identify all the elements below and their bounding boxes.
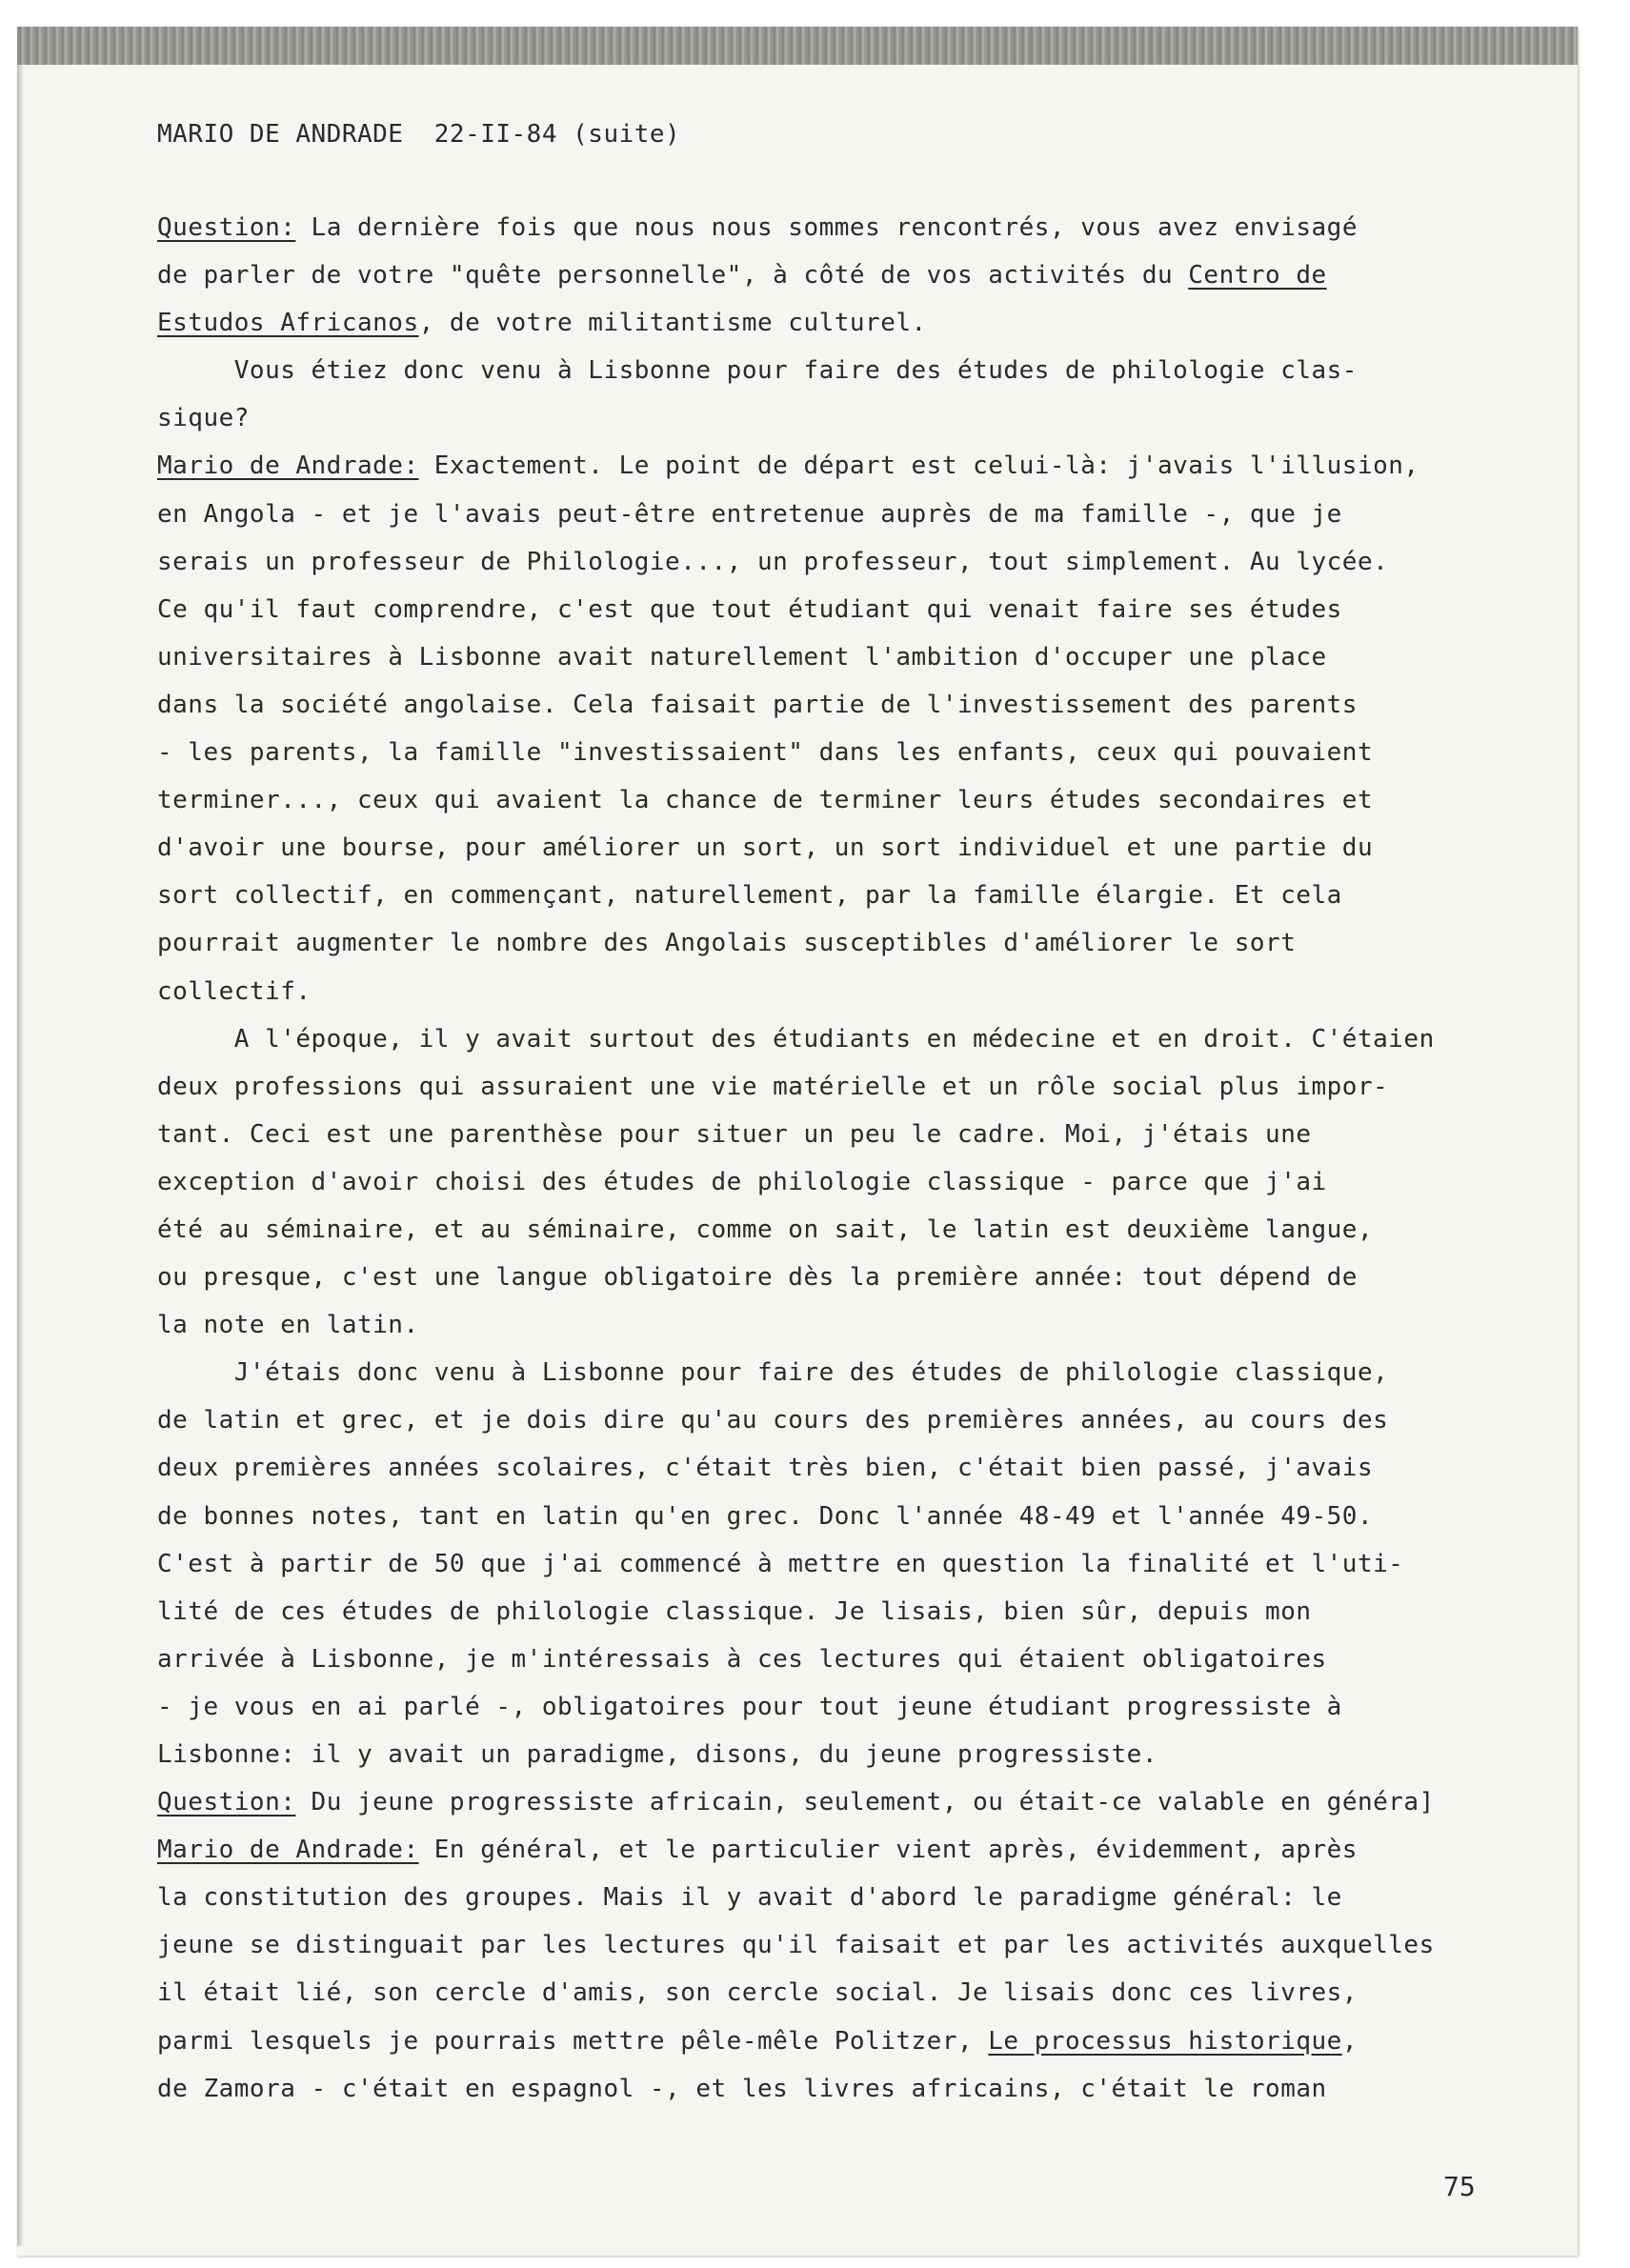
text-line bbox=[157, 491, 1548, 538]
text-segment: deux premières années scolaires, c'était très bien, c'était bien passé, j'avais bbox=[157, 1454, 1374, 1483]
text-line bbox=[157, 1396, 1548, 1444]
text-segment: La dernière fois que nous nous sommes rencontrés, vous avez envisagé bbox=[295, 213, 1358, 242]
text-segment: tant. Ceci est une parenthèse pour situer un peu le cadre. Moi, j'étais une bbox=[157, 1119, 1312, 1149]
text-line bbox=[157, 968, 1548, 1015]
underlined-text: Centro de bbox=[1188, 261, 1327, 291]
text-segment: , de votre militantisme culturel. bbox=[418, 309, 927, 338]
text-line bbox=[157, 1349, 1548, 1396]
page-header: MARIO DE ANDRADE 22-II-84 (suite) bbox=[157, 120, 681, 149]
text-segment: Du jeune progressiste africain, seulement, ou était-ce valable en généra] bbox=[295, 1788, 1435, 1817]
text-line bbox=[157, 824, 1548, 872]
text-line bbox=[157, 2065, 1548, 2113]
text-line bbox=[157, 394, 1548, 442]
text-line bbox=[157, 1254, 1548, 1301]
text-line bbox=[157, 347, 1548, 394]
text-segment: - les parents, la famille "investissaient" dans les enfants, ceux qui pouvaient bbox=[157, 738, 1374, 768]
text-line bbox=[157, 299, 1548, 347]
underlined-text: Question: bbox=[157, 213, 296, 242]
text-line bbox=[157, 1206, 1548, 1254]
text-line bbox=[157, 919, 1548, 967]
text-segment: , bbox=[1341, 2026, 1358, 2056]
text-segment: sique? bbox=[157, 404, 250, 433]
text-segment: de Zamora - c'était en espagnol -, et les livres africains, c'était le roman bbox=[157, 2074, 1327, 2103]
text-segment: jeune se distinguait par les lectures qu'il faisait et par les activités auxquelles bbox=[157, 1931, 1435, 1960]
text-line bbox=[157, 1111, 1548, 1158]
text-segment: de latin et grec, et je dois dire qu'au cours des premières années, au cours des bbox=[157, 1406, 1389, 1435]
text-line bbox=[157, 1063, 1548, 1111]
text-line bbox=[157, 204, 1548, 251]
text-segment: en Angola - et je l'avais peut-être entretenue auprès de ma famille -, que je bbox=[157, 499, 1342, 529]
text-line bbox=[157, 251, 1548, 299]
text-line bbox=[157, 1826, 1548, 1874]
text-segment: deux professions qui assuraient une vie matérielle et un rôle social plus impor- bbox=[157, 1072, 1389, 1101]
text-segment: il était lié, son cercle d'amis, son cercle social. Je lisais donc ces livres, bbox=[157, 1978, 1358, 2008]
text-line bbox=[157, 2017, 1548, 2065]
text-segment: lité de ces études de philologie classique. Je lisais, bien sûr, depuis mon bbox=[157, 1596, 1312, 1626]
page-number: 75 bbox=[1443, 2171, 1476, 2202]
text-segment: la constitution des groupes. Mais il y avait d'abord le paradigme général: le bbox=[157, 1883, 1342, 1913]
text-line bbox=[157, 1540, 1548, 1588]
underlined-text: Question: bbox=[157, 1788, 296, 1817]
text-line bbox=[157, 1493, 1548, 1540]
text-segment: C'est à partir de 50 que j'ai commencé à mettre en question la finalité et l'uti- bbox=[157, 1549, 1404, 1578]
transcript-body bbox=[157, 204, 1548, 2113]
text-line bbox=[157, 442, 1548, 490]
text-segment: Ce qu'il faut comprendre, c'est que tout étudiant qui venait faire ses études bbox=[157, 594, 1342, 624]
text-segment: parmi lesquels je pourrais mettre pêle-mêle Politzer, bbox=[157, 2026, 989, 2056]
text-line bbox=[157, 1921, 1548, 1969]
text-segment: A l'époque, il y avait surtout des étudiants en médecine et en droit. C'étaien bbox=[157, 1024, 1435, 1054]
text-segment: terminer..., ceux qui avaient la chance de terminer leurs études secondaires et bbox=[157, 786, 1374, 815]
text-line bbox=[157, 1778, 1548, 1826]
text-segment: serais un professeur de Philologie..., un professeur, tout simplement. Au lycée. bbox=[157, 547, 1389, 576]
text-segment: J'étais donc venu à Lisbonne pour faire des études de philologie classique, bbox=[157, 1358, 1389, 1388]
text-line bbox=[157, 681, 1548, 729]
text-line bbox=[157, 1636, 1548, 1683]
text-segment: la note en latin. bbox=[157, 1311, 419, 1340]
text-segment: ou presque, c'est une langue obligatoire dès la première année: tout dépend de bbox=[157, 1263, 1358, 1293]
typewritten-text bbox=[157, 110, 1548, 2113]
text-line bbox=[157, 1158, 1548, 1206]
underlined-text: Estudos Africanos bbox=[157, 309, 419, 338]
text-segment: En général, et le particulier vient après, évidemment, après bbox=[418, 1836, 1358, 1865]
text-segment: dans la société angolaise. Cela faisait partie de l'investissement des parents bbox=[157, 690, 1358, 719]
text-segment: été au séminaire, et au séminaire, comme on sait, le latin est deuxième langue, bbox=[157, 1214, 1374, 1244]
text-segment: de bonnes notes, tant en latin qu'en grec. Donc l'année 48-49 et l'année 49-50. bbox=[157, 1501, 1374, 1531]
text-segment: Vous étiez donc venu à Lisbonne pour faire des études de philologie clas- bbox=[157, 356, 1358, 386]
text-line bbox=[157, 872, 1548, 919]
text-line bbox=[157, 1874, 1548, 1921]
text-segment: exception d'avoir choisi des études de philologie classique - parce que j'ai bbox=[157, 1167, 1327, 1196]
text-segment: - je vous en ai parlé -, obligatoires pour tout jeune étudiant progressiste à bbox=[157, 1692, 1342, 1721]
text-segment: de parler de votre "quête personnelle", à côté de vos activités du bbox=[157, 261, 1189, 291]
text-line bbox=[157, 1444, 1548, 1492]
underlined-text: Mario de Andrade: bbox=[157, 452, 419, 481]
text-segment: universitaires à Lisbonne avait naturellement l'ambition d'occuper une place bbox=[157, 642, 1327, 672]
text-segment: Exactement. Le point de départ est celui-là: j'avais l'illusion, bbox=[418, 452, 1419, 481]
underlined-text: Mario de Andrade: bbox=[157, 1836, 419, 1865]
text-segment: pourrait augmenter le nombre des Angolais susceptibles d'améliorer le sort bbox=[157, 929, 1297, 958]
text-segment: Lisbonne: il y avait un paradigme, disons, du jeune progressiste. bbox=[157, 1740, 1157, 1769]
text-line bbox=[157, 1588, 1548, 1636]
text-line bbox=[157, 1301, 1548, 1349]
underlined-text: Le processus historique bbox=[988, 2026, 1342, 2056]
text-segment: arrivée à Lisbonne, je m'intéressais à ces lectures qui étaient obligatoires bbox=[157, 1644, 1327, 1674]
text-segment: sort collectif, en commençant, naturellement, par la famille élargie. Et cela bbox=[157, 881, 1342, 911]
text-line bbox=[157, 1969, 1548, 2017]
text-line bbox=[157, 586, 1548, 633]
text-line bbox=[157, 1731, 1548, 1778]
text-line bbox=[157, 1015, 1548, 1063]
scan-left-edge bbox=[17, 65, 23, 2246]
scan-edge-strip bbox=[17, 27, 1578, 65]
text-line bbox=[157, 538, 1548, 586]
text-line bbox=[157, 776, 1548, 824]
text-line bbox=[157, 729, 1548, 776]
text-line bbox=[157, 1683, 1548, 1731]
text-line bbox=[157, 633, 1548, 681]
text-segment: d'avoir une bourse, pour améliorer un sort, un sort individuel et une partie du bbox=[157, 833, 1374, 863]
text-segment: collectif. bbox=[157, 976, 312, 1006]
